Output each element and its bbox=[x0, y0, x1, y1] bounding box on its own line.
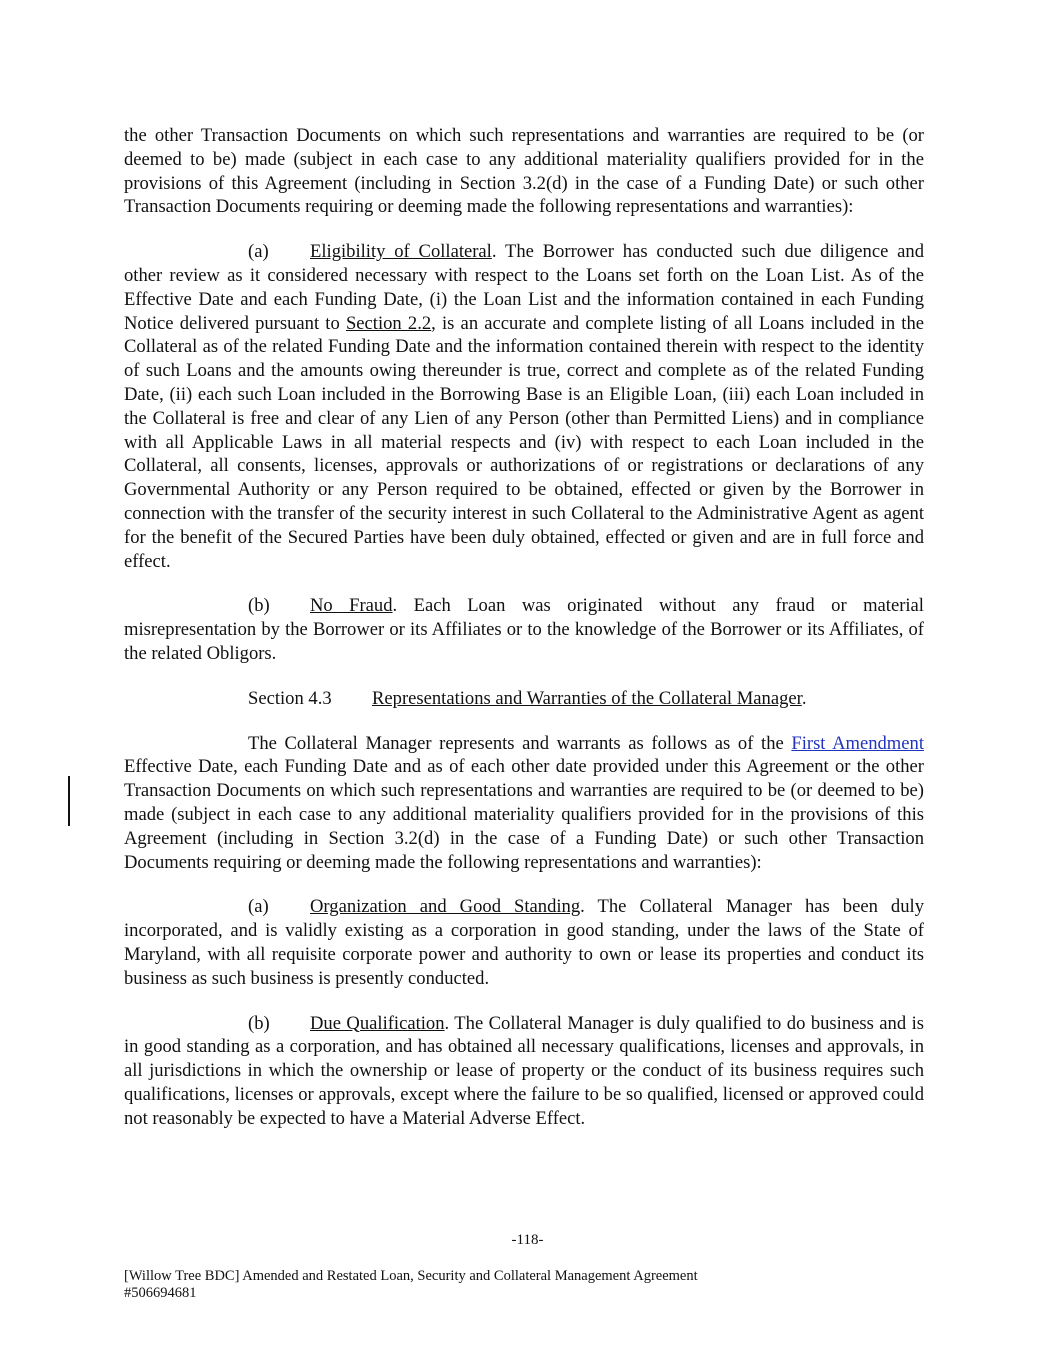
clause-text: . Each Loan was originated without any fraud or material misrepresentation by the Borrower or its Affiliates or to the knowledge of the Borrower or its Affiliates, of the related Obligors. bbox=[124, 595, 924, 664]
clause-heading: No Fraud bbox=[310, 595, 393, 617]
section-intro-paragraph bbox=[124, 732, 924, 875]
document-footer bbox=[124, 1268, 698, 1302]
section-title: Representations and Warranties of the Collateral Manager bbox=[372, 687, 802, 709]
clause-text: , is an accurate and complete listing of all Loans included in the Collateral as of the related Funding Date and the information contained therein with respect to the identity of such Loans and the amounts owing thereunder is true, correct and complete as of the related Funding Date, (ii) each such Loan included in the Borrowing Base is an Eligible Loan, (iii) each Loan included in the Collateral is free and clear of any Lien of any Person (other than Permitted Liens) and in compliance with all Applicable Laws in all material respects and (iv) with respect to each Loan included in the Collateral, all consents, licenses, approvals or authorizations of or registrations or declarations of any Governmental Authority or any Person required to be obtained, effected or given by the Borrower in connection with the transfer of the security interest in such Collateral to the Administrative Agent as agent for the benefit of the Secured Parties have been duly obtained, effected or given and are in full force and effect. bbox=[124, 312, 925, 572]
clause-heading: Due Qualification bbox=[310, 1012, 445, 1034]
footer-doc-id: #506694681 bbox=[124, 1285, 197, 1301]
borrower-rep-a bbox=[124, 240, 924, 573]
first-amendment-link[interactable]: First Amendment bbox=[791, 732, 924, 754]
clause-number: (b) bbox=[248, 1012, 270, 1034]
clause-text: . The Collateral Manager has been duly incorporated, and is validly existing as a corporation in good standing, under the laws of the State of Maryland, with all requisite corporate power and authority to own or lease its properties and conduct its business as such business is presently conducted. bbox=[124, 896, 924, 989]
section-number: Section 4.3 bbox=[248, 687, 332, 709]
clause-text: . The Collateral Manager is duly qualified to do business and is in good standing as a corporation, and has obtained all necessary qualifications, licenses and approvals, in all jurisdictions in which the ownership or lease of property or the conduct of its business requires such qualifications, licenses or approvals, except where the failure to be so qualified, licensed or approved could not reasonably be expected to have a Material Adverse Effect. bbox=[124, 1012, 924, 1129]
section-heading: Section 4.3 Representations and Warranties of the Collateral Manager. bbox=[248, 687, 807, 709]
borrower-rep-b bbox=[124, 594, 924, 665]
section-reference: Section 2.2 bbox=[345, 312, 432, 334]
document-page bbox=[124, 124, 924, 1151]
clause-heading: Eligibility of Collateral bbox=[310, 241, 492, 263]
footer-doc-title: [Willow Tree BDC] Amended and Restated Loan, Security and Collateral Management Agreement bbox=[124, 1268, 698, 1284]
intro-paragraph: the other Transaction Documents on which such representations and warranties are required to be (or deemed to be) made (subject in each case to any additional materiality qualifiers provided for in the provisions of this Agreement (including in Section 3.2(d) in the case of a Funding Date) or such other Transaction Documents requiring or deeming made the following representations and warranties): bbox=[124, 125, 924, 218]
clause-heading: Organization and Good Standing bbox=[310, 896, 581, 918]
revision-change-bar bbox=[68, 776, 70, 826]
clause-text: Effective Date, each Funding Date and as of each other date provided under this Agreement or the other Transaction Documents on which such representations and warranties are required to be (or deemed to be) made (subject in each case to any additional materiality qualifiers provided for in the provisions of this Agreement (including in Section 3.2(d) in the case of a Funding Date) or such other Transaction Documents requiring or deeming made the following representations and warranties): bbox=[124, 756, 924, 873]
page-number: -118- bbox=[511, 1232, 544, 1248]
clause-number: (b) bbox=[248, 595, 270, 617]
manager-rep-a bbox=[124, 895, 924, 990]
clause-text: . The Borrower has conducted such due diligence and other review as it considered necessary with respect to the Loans set forth on the Loan List. As of the Effective Date and each Funding Date, (i) the Loan List and the information contained in each Funding Notice delivered pursuant to bbox=[124, 241, 924, 334]
clause-number: (a) bbox=[248, 241, 269, 263]
clause-text: The Collateral Manager represents and warrants as follows as of the bbox=[248, 732, 792, 754]
manager-rep-b bbox=[124, 1012, 924, 1131]
clause-number: (a) bbox=[248, 896, 269, 918]
